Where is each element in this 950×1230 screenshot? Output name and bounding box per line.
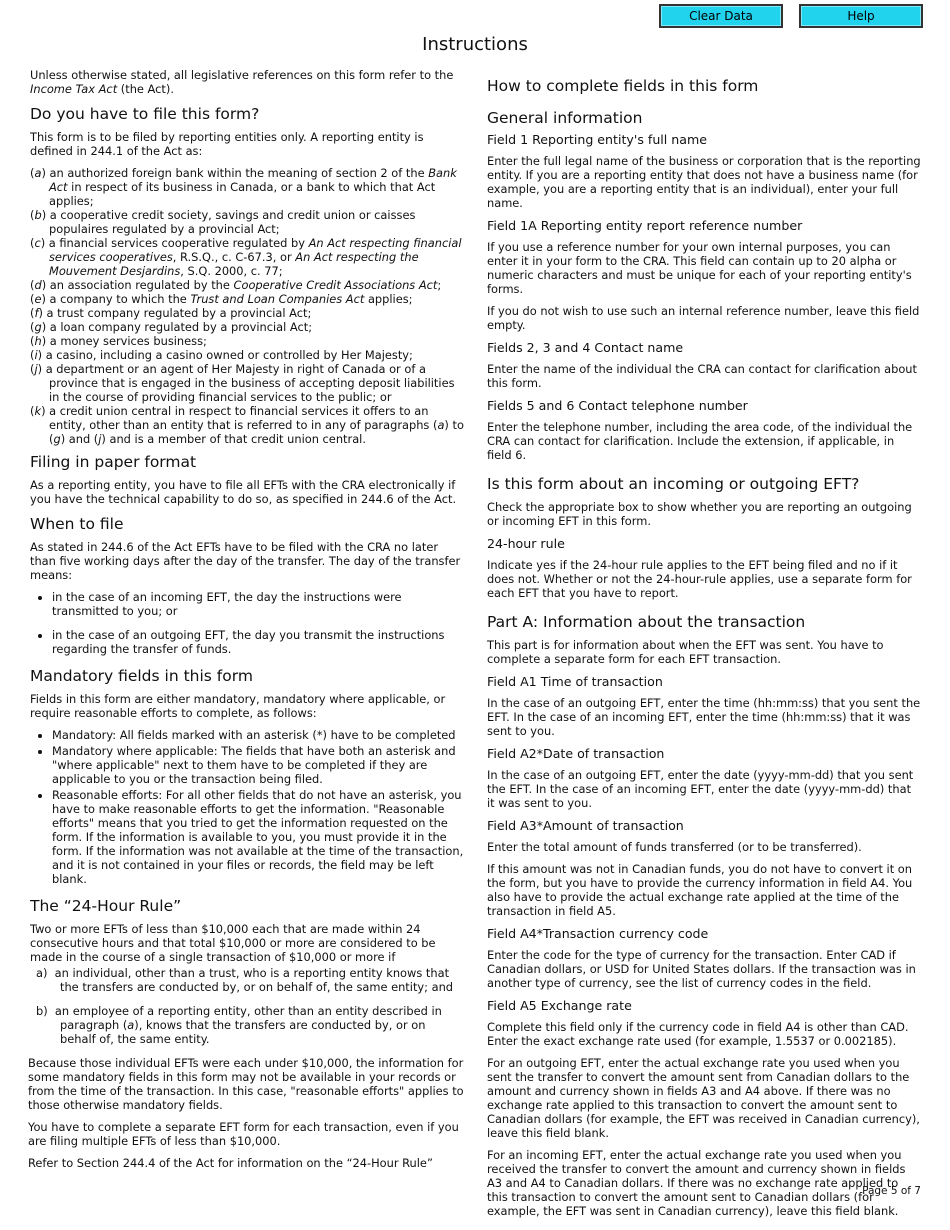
help-button[interactable]: Help — [799, 4, 923, 28]
list-item: • Reasonable efforts: For all other fields that do not have an asterisk, you have to make reasonable efforts to get the information. "Reasonable efforts" means that you tried to get the information requested on the form. If the information is available to you, you must provide it in the form. If the information was not available at the time of the transaction, and it is not contained in your files or records, the field may be left blank. — [52, 788, 464, 886]
intro-text: Unless otherwise stated, all legislative references on this form refer to the Income Tax Act (the Act). — [30, 68, 454, 96]
field-a5-text: Complete this field only if the currency code in field A4 is other than CAD. Enter the exact exchange rate used (for example, 1.5537 or 0.002185). — [487, 1020, 909, 1048]
field-a1-label: Field A1 Time of transaction — [487, 674, 663, 689]
field-a5-text-2: For an outgoing EFT, enter the actual exchange rate you used when you sent the transfer to convert the amount sent from Canadian dollars to the amount and currency shown in fields A3 and A4 above. If there was no exchange rate applied to this transaction to convert the amount sent to Canadian dollars (for example, the EFT was received in Canadian currency), leave this field blank. — [487, 1056, 920, 1140]
entity-item: (c) a financial services cooperative regulated by An Act respecting financial services cooperatives, R.S.Q., c. C-67.3, or An Act respecting the Mouvement Desjardins, S.Q. 2000, c. 77; — [30, 236, 462, 278]
page-number: Page 5 of 7 — [862, 1185, 921, 1197]
rule-text-right: Indicate yes if the 24-hour rule applies to the EFT being filed and no if it does not. Whether or not the 24-hour-rule applies, use a separate form for each EFT that you have to report. — [487, 558, 912, 600]
field-a5-text-3: For an incoming EFT, enter the actual exchange rate you used when you received the transfer to convert the amount and currency shown in fields A3 and A4 to Canadian dollars. If there was no exchange rate applied to this transaction to convert the amount sent to Canadian dollars (for example, the EFT was sent in Canadian currency), leave this field blank. — [487, 1148, 906, 1218]
field-a5-label: Field A5 Exchange rate — [487, 998, 632, 1013]
heading-how: How to complete fields in this form — [487, 77, 759, 95]
heading-paper: Filing in paper format — [30, 453, 197, 471]
clear-data-button[interactable]: Clear Data — [659, 4, 783, 28]
fields-5-6-text: Enter the telephone number, including the area code, of the individual the CRA can contact for clarification. Include the extension, if applicable, in field 6. — [487, 420, 913, 462]
list-item: • in the case of an incoming EFT, the day the instructions were transmitted to you; or — [52, 590, 464, 618]
field-a1-text: In the case of an outgoing EFT, enter the time (hh:mm:ss) that you sent the EFT. In the case of an incoming EFT, enter the time (hh:mm:ss) that it was sent to you. — [487, 696, 921, 738]
mandatory-list — [30, 728, 464, 886]
rule-item-b: b) an employee of a reporting entity, other than an entity described in paragraph (a), knows that the transfers are conducted by, or on behalf of, the same entity. — [36, 1004, 442, 1046]
entity-item: (k) a credit union central in respect to financial services it offers to an entity, other than an entity that is referred to in any of paragraphs (a) to (g) and (j) and is a member of that credit union central. — [30, 404, 464, 446]
paper-text: As a reporting entity, you have to file all EFTs with the CRA electronically if you have the technical capability to do so, as specified in 244.6 of the Act. — [30, 478, 457, 506]
field-1-text: Enter the full legal name of the business or corporation that is the reporting entity. If you are a reporting entity that does not have a business name (for example, you are a reporting entity that is an individual), enter your full name. — [487, 154, 921, 210]
list-item: • Mandatory: All fields marked with an asterisk (*) have to be completed — [52, 728, 464, 742]
left-column — [30, 68, 464, 1178]
field-a2-label: Field A2*Date of transaction — [487, 746, 665, 761]
fields-2-4-text: Enter the name of the individual the CRA can contact for clarification about this form. — [487, 362, 917, 390]
entity-item: (h) a money services business; — [30, 334, 207, 348]
heading-direction: Is this form about an incoming or outgoing EFT? — [487, 475, 860, 493]
field-a2-text: In the case of an outgoing EFT, enter the date (yyyy-mm-dd) that you sent the EFT. In the case of an incoming EFT, enter the date (yyyy-mm-dd) that it was sent to you. — [487, 768, 914, 810]
field-a4-label: Field A4*Transaction currency code — [487, 926, 709, 941]
field-1a-text: If you use a reference number for your own internal purposes, you can enter it in your form to the CRA. This field can contain up to 20 alpha or numeric characters and must be unique for each of your reporting entity's forms. — [487, 240, 912, 296]
heading-mandatory: Mandatory fields in this form — [30, 667, 253, 685]
heading-when: When to file — [30, 515, 124, 533]
direction-text: Check the appropriate box to show whether you are reporting an outgoing or incoming EFT in this form. — [487, 500, 912, 528]
mandatory-text: Fields in this form are either mandatory, mandatory where applicable, or require reasonable efforts to complete, as follows: — [30, 692, 446, 720]
fields-2-4-label: Fields 2, 3 and 4 Contact name — [487, 340, 684, 355]
field-a3-text: Enter the total amount of funds transferred (or to be transferred). — [487, 840, 862, 854]
rule-label: 24-hour rule — [487, 536, 565, 551]
entity-list — [30, 166, 464, 446]
fields-5-6-label: Fields 5 and 6 Contact telephone number — [487, 398, 748, 413]
field-a4-text: Enter the code for the type of currency for the transaction. Enter CAD if Canadian dollars, or USD for United States dollars. If the transaction was in another type of currency, see the list of currency codes in the field. — [487, 948, 916, 990]
entity-item: (g) a loan company regulated by a provincial Act; — [30, 320, 313, 334]
heading-part-a: Part A: Information about the transaction — [487, 613, 806, 631]
field-a3-text-2: If this amount was not in Canadian funds, you do not have to convert it on the form, but you have to provide the currency information in field A4. You also have to provide the actual exchange rate applied at the time of the transaction in field A5. — [487, 862, 913, 918]
part-a-text: This part is for information about when the EFT was sent. You have to complete a separate form for each EFT transaction. — [487, 638, 884, 666]
list-item: • Mandatory where applicable: The fields that have both an asterisk and "where applicable" next to them have to be completed if they are applicable to you or the transaction being filed. — [52, 744, 464, 786]
field-1a-label: Field 1A Reporting entity report reference number — [487, 218, 803, 233]
when-text: As stated in 244.6 of the Act EFTs have to be filed with the CRA no later than five working days after the day of the transfer. The day of the transfer means: — [30, 540, 461, 582]
right-column — [487, 72, 921, 1226]
file-text: This form is to be filed by reporting entities only. A reporting entity is defined in 244.1 of the Act as: — [30, 130, 424, 158]
field-a3-label: Field A3*Amount of transaction — [487, 818, 684, 833]
rule-item-a: a) an individual, other than a trust, who is a reporting entity knows that the transfers are conducted by, or on behalf of, the same entity; and — [36, 966, 454, 994]
heading-file: Do you have to file this form? — [30, 105, 260, 123]
entity-item: (b) a cooperative credit society, savings and credit union or caisses populaires regulated by a provincial Act; — [30, 208, 416, 236]
list-item: • in the case of an outgoing EFT, the day you transmit the instructions regarding the transfer of funds. — [52, 628, 464, 656]
entity-item: (d) an association regulated by the Cooperative Credit Associations Act; — [30, 278, 442, 292]
because-text: Because those individual EFTs were each under $10,000, the information for some mandatory fields in this form may not be available in your records or from the time of the transaction. In this case, "reasonable efforts" applies to those otherwise mandatory fields. — [28, 1056, 464, 1112]
heading-24-hour: The “24-Hour Rule” — [30, 897, 182, 915]
entity-item: (a) an authorized foreign bank within the meaning of section 2 of the Bank Act in respect of its business in Canada, or a bank to which that Act applies; — [30, 166, 457, 208]
entity-item: (j) a department or an agent of Her Majesty in right of Canada or of a province that is engaged in the business of accepting deposit liabilities in the course of providing financial services to the public; or — [30, 362, 455, 404]
field-1a-text-2: If you do not wish to use such an internal reference number, leave this field empty. — [487, 304, 920, 332]
entity-item: (i) a casino, including a casino owned or controlled by Her Majesty; — [30, 348, 413, 362]
separate-text: You have to complete a separate EFT form for each transaction, even if you are filing multiple EFTs of less than $10,000. — [28, 1120, 459, 1148]
field-1-label: Field 1 Reporting entity's full name — [487, 132, 708, 147]
entity-item: (e) a company to which the Trust and Loan Companies Act applies; — [30, 292, 413, 306]
rule-text: Two or more EFTs of less than $10,000 each that are made within 24 consecutive hours and that total $10,000 or more are considered to be made in the course of a single transaction of $10,000 or more if — [30, 922, 436, 964]
heading-general: General information — [487, 109, 643, 127]
page-title: Instructions — [422, 34, 528, 55]
entity-item: (f) a trust company regulated by a provincial Act; — [30, 306, 312, 320]
when-list — [30, 590, 464, 656]
refer-text: Refer to Section 244.4 of the Act for information on the “24-Hour Rule” — [28, 1156, 433, 1170]
